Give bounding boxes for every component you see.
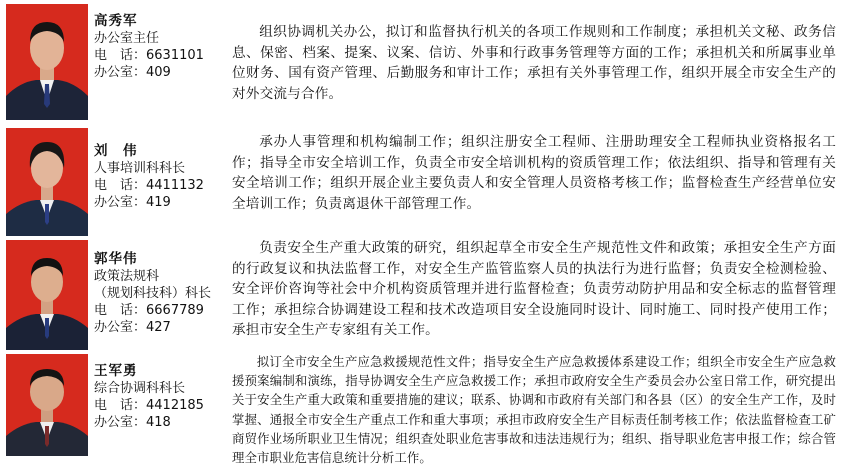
person-card-3 [0, 238, 844, 352]
person-name: 刘 伟 [94, 143, 138, 159]
portrait-image [6, 128, 88, 236]
portrait-image [6, 240, 88, 350]
phone-row [94, 397, 254, 414]
person-name: 王军勇 [94, 363, 138, 379]
office-label: 办公室： [94, 415, 147, 430]
duty-description: 组织协调机关办公，拟订和监督执行机关的各项工作规则和工作制度；承担机关文秘、政务信息、保密、档案、提案、议案、信访、外事和行政事务管理等方面的工作；承担机关和所属事业单位财务、国有资产管理、后勤服务和审计工作；承担有关外事管理工作，组织开展全市安全生产的对外交流与合作。 [232, 24, 836, 102]
office-row [94, 414, 254, 431]
office-row [94, 64, 254, 81]
phone-row [94, 302, 254, 319]
job-title-line-2: （规划科技科）科长 [94, 286, 212, 301]
office-number: 427 [146, 320, 171, 335]
person-name: 高秀军 [94, 13, 138, 29]
person-card-2 [0, 124, 844, 238]
portrait-image [6, 354, 88, 456]
office-number: 409 [146, 65, 171, 80]
duty-description: 拟订全市安全生产应急救援规范性文件；指导安全生产应急救援体系建设工作；组织全市安全生产应急救援预案编制和演练，指导协调安全生产应急救援工作；承担市政府安全生产委员会办公室日常工作，研究提出关于安全生产重大政策和重要措施的建议；联系、协调和市政府有关部门和各县（区）的安全生产工作，及时掌握、通报全市安全生产重点工作和重大事项；承担市政府安全生产目标责任制考核工作；依法监督检查工矿商贸作业场所职业卫生情况；组织查处职业危害事故和违法违规行为；组织、指导职业危害申报工作；综合管理全市职业危害信息统计分析工作。 [232, 354, 836, 466]
office-row [94, 194, 254, 211]
person-card-4 [0, 352, 844, 466]
person-card-1 [0, 0, 844, 124]
phone-row [94, 47, 254, 64]
contact-info [94, 142, 254, 211]
portrait-photo [6, 354, 88, 456]
portrait-photo [6, 4, 88, 120]
phone-number: 4412185 [146, 398, 204, 413]
office-row [94, 319, 254, 336]
office-label: 办公室： [94, 65, 147, 80]
contact-info [94, 12, 254, 81]
phone-row [94, 177, 254, 194]
phone-label: 电 话： [94, 303, 147, 318]
phone-number: 6631101 [146, 48, 204, 63]
job-title: 政策法规科 [94, 269, 160, 284]
person-name: 郭华伟 [94, 251, 138, 267]
portrait-photo [6, 240, 88, 350]
job-title: 办公室主任 [94, 31, 160, 46]
office-label: 办公室： [94, 320, 147, 335]
office-label: 办公室： [94, 195, 147, 210]
duty-description: 承办人事管理和机构编制工作；组织注册安全工程师、注册助理安全工程师执业资格报名工作；指导全市安全培训工作，负责全市安全培训机构的资质管理工作；依法组织、指导和管理有关安全培训工作；组织开展企业主要负责人和安全管理人员资格考核工作；监督检查生产经营单位安全培训工作；负责离退休干部管理工作。 [232, 134, 836, 212]
duty-description: 负责安全生产重大政策的研究，组织起草全市安全生产规范性文件和政策；承担安全生产方面的行政复议和执法监督工作，对安全生产监管监察人员的执法行为进行监督；负责安全检测检验、安全评价咨询等社会中介机构资质管理并进行监督检查；负责劳动防护用品和安全标志的监督管理工作；承担综合协调建设工程和技术改造项目安全设施同时设计、同时施工、同时投产使用工作；承担市安全生产专家组有关工作。 [232, 240, 836, 338]
office-number: 419 [146, 195, 171, 210]
phone-label: 电 话： [94, 48, 147, 63]
office-number: 418 [146, 415, 171, 430]
job-title: 人事培训科科长 [94, 161, 186, 176]
phone-number: 6667789 [146, 303, 204, 318]
contact-info [94, 250, 254, 336]
phone-label: 电 话： [94, 398, 147, 413]
contact-info [94, 362, 254, 431]
portrait-image [6, 4, 88, 120]
job-title: 综合协调科科长 [94, 381, 186, 396]
phone-number: 4411132 [146, 178, 204, 193]
portrait-photo [6, 128, 88, 236]
phone-label: 电 话： [94, 178, 147, 193]
